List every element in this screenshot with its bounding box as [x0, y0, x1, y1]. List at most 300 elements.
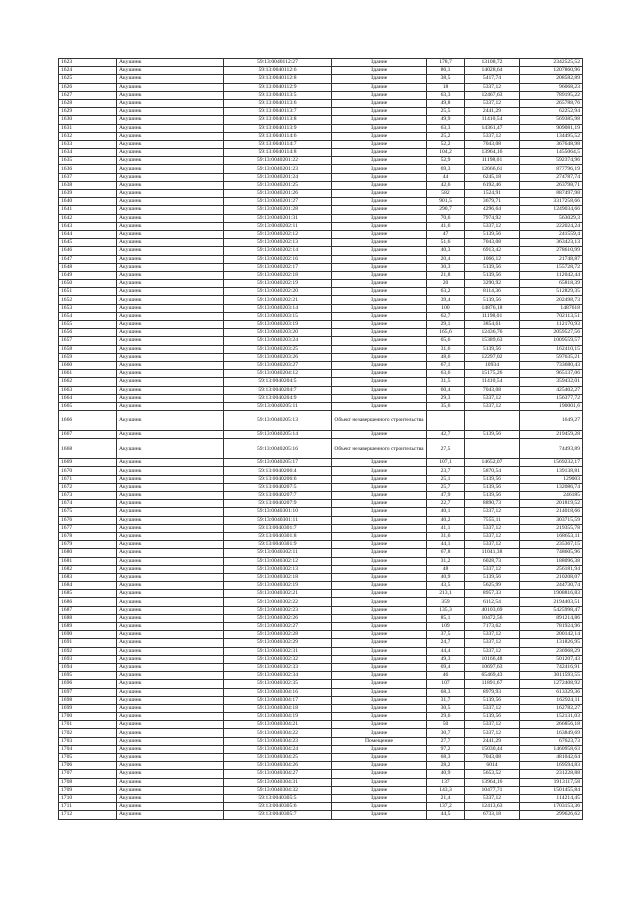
object-type-cell: Здание — [332, 467, 427, 475]
locality-cell: Акушинк — [117, 541, 224, 549]
cadastral-value-per-unit-cell: 5625,99 — [465, 582, 520, 590]
row-number-cell: 1708 — [59, 778, 117, 786]
row-number-cell: 1682 — [59, 565, 117, 573]
locality-cell: Акушинк — [117, 565, 224, 573]
cadastral-number-cell: 59:13:0040302:35 — [224, 680, 332, 688]
cadastral-value-cell: 1703153,36 — [520, 803, 583, 811]
locality-cell: Акушинк — [117, 549, 224, 557]
cadastral-number-cell: 59:13:0040305:7 — [224, 811, 332, 819]
row-number-cell: 1690 — [59, 631, 117, 639]
area-cell: 44,1 — [427, 541, 465, 549]
table-row — [59, 312, 583, 320]
cadastral-number-cell: 59:13:0040114:8 — [224, 149, 332, 157]
table-row — [59, 549, 583, 557]
object-type-cell: Здание — [332, 370, 427, 378]
locality-cell: Акушинк — [117, 321, 224, 329]
table-row — [59, 680, 583, 688]
cadastral-value-per-unit-cell: 11198,01 — [465, 312, 520, 320]
cadastral-value-cell: 155728,72 — [520, 263, 583, 271]
cadastral-value-per-unit-cell: 3854,61 — [465, 321, 520, 329]
cadastral-value-per-unit-cell: 5337,12 — [465, 704, 520, 712]
cadastral-value-per-unit-cell: 11198,01 — [465, 157, 520, 165]
cadastral-number-cell: 59:13:0040305:5 — [224, 794, 332, 802]
table-row — [59, 467, 583, 475]
cadastral-value-per-unit-cell: 11410,54 — [465, 378, 520, 386]
table-row — [59, 140, 583, 148]
locality-cell: Акушинк — [117, 378, 224, 386]
table-row — [59, 239, 583, 247]
cadastral-value-cell: 501207,43 — [520, 655, 583, 663]
table-row — [59, 770, 583, 778]
table-row — [59, 811, 583, 819]
object-type-cell: Здание — [332, 304, 427, 312]
cadastral-value-cell: 219355,78 — [520, 524, 583, 532]
cadastral-value-per-unit-cell: 13108,72 — [465, 59, 520, 67]
object-type-cell: Здание — [332, 524, 427, 532]
cadastral-number-cell: 59:13:0040304:24 — [224, 745, 332, 753]
object-type-cell: Здание — [332, 402, 427, 410]
cadastral-number-cell: 59:13:0040304:19 — [224, 713, 332, 721]
object-type-cell: Здание — [332, 655, 427, 663]
cadastral-value-cell: 2059527,56 — [520, 329, 583, 337]
object-type-cell: Здание — [332, 803, 427, 811]
cadastral-value-cell: 236968,29 — [520, 647, 583, 655]
cadastral-number-cell: 59:13:0040302:32 — [224, 655, 332, 663]
cadastral-value-per-unit-cell: 5337,12 — [465, 222, 520, 230]
area-cell: 104,2 — [427, 149, 465, 157]
object-type-cell: Здание — [332, 83, 427, 91]
cadastral-value-per-unit-cell: 5337,12 — [465, 83, 520, 91]
locality-cell: Акушинк — [117, 778, 224, 786]
row-number-cell: 1652 — [59, 296, 117, 304]
area-cell: 109 — [427, 623, 465, 631]
cadastral-number-cell: 59:13:0040113:8 — [224, 116, 332, 124]
cadastral-value-cell: 3011593,55 — [520, 672, 583, 680]
area-cell: 143,3 — [427, 786, 465, 794]
locality-cell: Акушинк — [117, 99, 224, 107]
cadastral-value-per-unit-cell: 12666,61 — [465, 165, 520, 173]
cadastral-value-per-unit-cell: 12467,63 — [465, 91, 520, 99]
cadastral-value-cell: 152131,03 — [520, 713, 583, 721]
area-cell: 25,2 — [427, 132, 465, 140]
cadastral-value-per-unit-cell: 5337,12 — [465, 508, 520, 516]
cadastral-value-cell: 244730,74 — [520, 582, 583, 590]
object-type-cell: Здание — [332, 222, 427, 230]
area-cell: 86,1 — [427, 67, 465, 75]
cadastral-value-cell: 781924,96 — [520, 623, 583, 631]
table-row — [59, 786, 583, 794]
cadastral-value-cell: 1460958,63 — [520, 745, 583, 753]
area-cell: 41,1 — [427, 524, 465, 532]
area-cell: 30,5 — [427, 704, 465, 712]
area-cell: 49,9 — [427, 116, 465, 124]
cadastral-value-cell: 742416,91 — [520, 663, 583, 671]
cadastral-value-cell: 887497,98 — [520, 190, 583, 198]
row-number-cell: 1670 — [59, 467, 117, 475]
area-cell: 62,7 — [427, 312, 465, 320]
row-number-cell: 1623 — [59, 59, 117, 67]
table-row — [59, 386, 583, 394]
table-row — [59, 606, 583, 614]
area-cell: 20 — [427, 280, 465, 288]
locality-cell: Акушинк — [117, 140, 224, 148]
row-number-cell: 1644 — [59, 230, 117, 238]
area-cell: 23,7 — [427, 467, 465, 475]
area-cell: 69,3 — [427, 165, 465, 173]
cadastral-number-cell: 59:13:0040203:20 — [224, 329, 332, 337]
area-cell: 137 — [427, 778, 465, 786]
cadastral-value-cell: 481042,64 — [520, 754, 583, 762]
table-row — [59, 565, 583, 573]
cadastral-number-cell: 59:13:0040301:8 — [224, 532, 332, 540]
locality-cell: Акушинк — [117, 386, 224, 394]
locality-cell: Акушинк — [117, 492, 224, 500]
area-cell: 67,1 — [427, 361, 465, 369]
locality-cell: Акушинк — [117, 631, 224, 639]
cadastral-number-cell: 59:13:0040112:6 — [224, 67, 332, 75]
object-type-cell: Здание — [332, 361, 427, 369]
object-type-cell: Здание — [332, 794, 427, 802]
locality-cell: Акушинк — [117, 190, 224, 198]
object-type-cell: Здание — [332, 337, 427, 345]
cadastral-value-per-unit-cell: 3290,92 — [465, 280, 520, 288]
cadastral-value-cell: 188096,38 — [520, 557, 583, 565]
area-cell: 97,2 — [427, 745, 465, 753]
cadastral-value-cell: 112042,44 — [520, 271, 583, 279]
cadastral-value-per-unit-cell: 40103,69 — [465, 606, 520, 614]
area-cell: 31,6 — [427, 532, 465, 540]
locality-cell: Акушинк — [117, 663, 224, 671]
locality-cell: Акушинк — [117, 459, 224, 467]
row-number-cell: 1681 — [59, 557, 117, 565]
row-number-cell: 1691 — [59, 639, 117, 647]
table-row — [59, 116, 583, 124]
cadastral-number-cell: 59:13:0040207:7 — [224, 492, 332, 500]
object-type-cell: Здание — [332, 696, 427, 704]
table-row — [59, 475, 583, 483]
cadastral-value-per-unit-cell: 5870,54 — [465, 467, 520, 475]
area-cell: 65,6 — [427, 337, 465, 345]
cadastral-value-per-unit-cell: 13964,16 — [465, 149, 520, 157]
area-cell: 29,3 — [427, 394, 465, 402]
table-row — [59, 713, 583, 721]
cadastral-number-cell: 59:13:0040304:16 — [224, 688, 332, 696]
document-page — [58, 58, 582, 820]
cadastral-value-cell: 112170,93 — [520, 321, 583, 329]
row-number-cell: 1630 — [59, 116, 117, 124]
cadastral-number-cell: 59:13:0040302:28 — [224, 631, 332, 639]
area-cell: 40,2 — [427, 516, 465, 524]
cadastral-value-per-unit-cell: 3679,71 — [465, 198, 520, 206]
table-body — [59, 59, 583, 820]
area-cell: 51,6 — [427, 239, 465, 247]
table-row — [59, 149, 583, 157]
cadastral-value-per-unit-cell: 8890,73 — [465, 500, 520, 508]
cadastral-value-cell: 702113,51 — [520, 312, 583, 320]
cadastral-number-cell: 59:13:0040207:5 — [224, 483, 332, 491]
area-cell: 60,4 — [427, 386, 465, 394]
cadastral-value-cell: 246185 — [520, 492, 583, 500]
row-number-cell: 1705 — [59, 754, 117, 762]
locality-cell: Акушинк — [117, 239, 224, 247]
cadastral-number-cell: 59:13:0040202:18 — [224, 271, 332, 279]
object-type-cell: Здание — [332, 565, 427, 573]
table-row — [59, 541, 583, 549]
object-type-cell: Здание — [332, 271, 427, 279]
object-type-cell: Здание — [332, 475, 427, 483]
area-cell: 31,5 — [427, 378, 465, 386]
cadastral-value-cell: 67623,73 — [520, 737, 583, 745]
object-type-cell: Здание — [332, 639, 427, 647]
locality-cell: Акушинк — [117, 402, 224, 410]
cadastral-value-per-unit-cell: 10472,56 — [465, 614, 520, 622]
cadastral-value-cell: 263798,71 — [520, 181, 583, 189]
cadastral-value-cell: 169594,83 — [520, 762, 583, 770]
object-type-cell: Здание — [332, 124, 427, 132]
cadastral-number-cell: 59:13:0040205:16 — [224, 439, 332, 459]
row-number-cell: 1648 — [59, 263, 117, 271]
cadastral-value-cell: 241559,4 — [520, 230, 583, 238]
object-type-cell: Здание — [332, 811, 427, 819]
area-cell: 27,7 — [427, 737, 465, 745]
object-type-cell: Здание — [332, 67, 427, 75]
area-cell: 359 — [427, 598, 465, 606]
cadastral-value-cell: 163849,69 — [520, 729, 583, 737]
cadastral-value-per-unit-cell: 6913,42 — [465, 247, 520, 255]
row-number-cell: 1701 — [59, 721, 117, 729]
table-row — [59, 557, 583, 565]
area-cell: 40,3 — [427, 247, 465, 255]
area-cell: 63,2 — [427, 288, 465, 296]
locality-cell: Акушинк — [117, 647, 224, 655]
locality-cell: Акушинк — [117, 590, 224, 598]
cadastral-number-cell: 59:13:0040204:12 — [224, 370, 332, 378]
area-cell: 27,5 — [427, 439, 465, 459]
area-cell: 68,3 — [427, 688, 465, 696]
cadastral-value-cell: 200142,14 — [520, 631, 583, 639]
row-number-cell: 1712 — [59, 811, 117, 819]
table-row — [59, 361, 583, 369]
area-cell: 48 — [427, 565, 465, 573]
cadastral-number-cell: 59:13:0040201:27 — [224, 198, 332, 206]
locality-cell: Акушинк — [117, 345, 224, 353]
table-row — [59, 190, 583, 198]
table-row — [59, 321, 583, 329]
object-type-cell: Здание — [332, 663, 427, 671]
object-type-cell: Здание — [332, 99, 427, 107]
cadastral-value-cell: 1249034,66 — [520, 206, 583, 214]
row-number-cell: 1678 — [59, 532, 117, 540]
row-number-cell: 1710 — [59, 794, 117, 802]
object-type-cell: Здание — [332, 214, 427, 222]
locality-cell: Акушинк — [117, 271, 224, 279]
area-cell: 30,3 — [427, 263, 465, 271]
table-row — [59, 181, 583, 189]
table-row — [59, 704, 583, 712]
row-number-cell: 1676 — [59, 516, 117, 524]
cadastral-number-cell: 59:13:0040203:24 — [224, 337, 332, 345]
row-number-cell: 1661 — [59, 370, 117, 378]
row-number-cell: 1634 — [59, 149, 117, 157]
locality-cell: Акушинк — [117, 288, 224, 296]
row-number-cell: 1635 — [59, 157, 117, 165]
cadastral-value-per-unit-cell: 5337,12 — [465, 631, 520, 639]
table-row — [59, 370, 583, 378]
area-cell: 178,7 — [427, 59, 465, 67]
cadastral-value-per-unit-cell: 5337,12 — [465, 99, 520, 107]
cadastral-number-cell: 59:13:0040201:26 — [224, 190, 332, 198]
cadastral-value-per-unit-cell: 15030,44 — [465, 745, 520, 753]
table-row — [59, 157, 583, 165]
table-row — [59, 67, 583, 75]
cadastral-value-cell: 748605,96 — [520, 549, 583, 557]
cadastral-number-cell: 59:13:0040113:9 — [224, 124, 332, 132]
locality-cell: Акушинк — [117, 803, 224, 811]
cadastral-value-cell: 512829,35 — [520, 288, 583, 296]
object-type-cell: Здание — [332, 541, 427, 549]
cadastral-number-cell: 59:13:0040202:21 — [224, 296, 332, 304]
object-type-cell: Здание — [332, 431, 427, 439]
table-row — [59, 631, 583, 639]
locality-cell: Акушинк — [117, 688, 224, 696]
cadastral-value-per-unit-cell: 7173,62 — [465, 623, 520, 631]
locality-cell: Акушинк — [117, 108, 224, 116]
locality-cell: Акушинк — [117, 713, 224, 721]
cadastral-value-per-unit-cell: 7043,08 — [465, 140, 520, 148]
cadastral-value-cell: 74493,89 — [520, 439, 583, 459]
cadastral-value-per-unit-cell: 12413,63 — [465, 803, 520, 811]
table-row — [59, 508, 583, 516]
row-number-cell: 1638 — [59, 181, 117, 189]
area-cell: 107 — [427, 680, 465, 688]
cadastral-value-per-unit-cell: 10166,48 — [465, 655, 520, 663]
cadastral-value-cell: 733680,43 — [520, 361, 583, 369]
object-type-cell: Объект незавершенного строительства — [332, 411, 427, 431]
table-row — [59, 524, 583, 532]
cadastral-value-per-unit-cell: 5337,12 — [465, 729, 520, 737]
area-cell: 47 — [427, 230, 465, 238]
object-type-cell: Здание — [332, 459, 427, 467]
cadastral-value-cell: 278610,99 — [520, 247, 583, 255]
table-row — [59, 532, 583, 540]
area-cell: 47,9 — [427, 492, 465, 500]
object-type-cell: Здание — [332, 762, 427, 770]
cadastral-value-cell: 1913117,58 — [520, 778, 583, 786]
cadastral-number-cell: 59:13:0040112:9 — [224, 83, 332, 91]
cadastral-number-cell: 59:13:0040202:12 — [224, 230, 332, 238]
cadastral-value-per-unit-cell: 5139,56 — [465, 573, 520, 581]
object-type-cell: Здание — [332, 190, 427, 198]
table-row — [59, 206, 583, 214]
area-cell: 582 — [427, 190, 465, 198]
row-number-cell: 1704 — [59, 745, 117, 753]
cadastral-value-per-unit-cell: 5139,56 — [465, 230, 520, 238]
locality-cell: Акушинк — [117, 149, 224, 157]
object-type-cell: Здание — [332, 59, 427, 67]
cadastral-value-cell: 162782,27 — [520, 704, 583, 712]
cadastral-value-cell: 909081,19 — [520, 124, 583, 132]
cadastral-number-cell: 59:13:0040302:23 — [224, 606, 332, 614]
cadastral-value-per-unit-cell: 11041,38 — [465, 549, 520, 557]
area-cell: 35,6 — [427, 402, 465, 410]
cadastral-value-cell: 214018,66 — [520, 508, 583, 516]
cadastral-number-cell: 59:13:0040302:19 — [224, 582, 332, 590]
object-type-cell: Здание — [332, 75, 427, 83]
area-cell: 31,7 — [427, 696, 465, 704]
cadastral-value-per-unit-cell: 5337,12 — [465, 524, 520, 532]
cadastral-number-cell: 59:13:0040206:4 — [224, 467, 332, 475]
area-cell: 69,4 — [427, 663, 465, 671]
area-cell: 50 — [427, 721, 465, 729]
cadastral-number-cell: 59:13:0040201:24 — [224, 173, 332, 181]
cadastral-value-cell: 162924,11 — [520, 696, 583, 704]
cadastral-number-cell: 59:13:0040114:6 — [224, 132, 332, 140]
cadastral-value-per-unit-cell: 15175,26 — [465, 370, 520, 378]
cadastral-value-per-unit-cell: 5139,56 — [465, 431, 520, 439]
table-row — [59, 75, 583, 83]
row-number-cell: 1669 — [59, 459, 117, 467]
cadastral-value-cell: 132086,74 — [520, 483, 583, 491]
cadastral-number-cell: 59:13:0040304:25 — [224, 754, 332, 762]
row-number-cell: 1636 — [59, 165, 117, 173]
cadastral-value-cell: 5425998,47 — [520, 606, 583, 614]
locality-cell: Акушинк — [117, 370, 224, 378]
cadastral-value-per-unit-cell: 5139,56 — [465, 475, 520, 483]
cadastral-number-cell: 59:13:0040112:8 — [224, 75, 332, 83]
cadastral-number-cell: 59:13:0040114:7 — [224, 140, 332, 148]
locality-cell: Акушинк — [117, 280, 224, 288]
table-row — [59, 91, 583, 99]
cadastral-value-cell: 363423,13 — [520, 239, 583, 247]
cadastral-number-cell: 59:13:0040302:27 — [224, 623, 332, 631]
object-type-cell: Здание — [332, 770, 427, 778]
table-row — [59, 639, 583, 647]
row-number-cell: 1660 — [59, 361, 117, 369]
table-row — [59, 132, 583, 140]
area-cell: 21,8 — [427, 271, 465, 279]
cadastral-value-per-unit-cell: 15389,63 — [465, 337, 520, 345]
cadastral-value-per-unit-cell: 5139,56 — [465, 345, 520, 353]
locality-cell: Акушинк — [117, 532, 224, 540]
cadastral-value-cell: 266856,18 — [520, 721, 583, 729]
cadastral-value-per-unit-cell: 14028,64 — [465, 67, 520, 75]
table-row — [59, 329, 583, 337]
object-type-cell: Здание — [332, 108, 427, 116]
object-type-cell: Здание — [332, 721, 427, 729]
area-cell: 25,7 — [427, 483, 465, 491]
cadastral-value-cell: 1649,27 — [520, 411, 583, 431]
locality-cell: Акушинк — [117, 614, 224, 622]
cadastral-value-per-unit-cell: 6733,18 — [465, 811, 520, 819]
area-cell: 85,1 — [427, 614, 465, 622]
object-type-cell: Здание — [332, 672, 427, 680]
cadastral-value-cell: 789195,22 — [520, 91, 583, 99]
cadastral-number-cell: 59:13:0040201:23 — [224, 165, 332, 173]
table-row — [59, 500, 583, 508]
object-type-cell: Здание — [332, 606, 427, 614]
cadastral-value-per-unit-cell: 10477,71 — [465, 786, 520, 794]
locality-cell: Акушинк — [117, 598, 224, 606]
area-cell: 43,5 — [427, 582, 465, 590]
object-type-cell: Здание — [332, 516, 427, 524]
cadastral-number-cell: 59:13:0040304:23 — [224, 737, 332, 745]
row-number-cell: 1692 — [59, 647, 117, 655]
cadastral-value-per-unit-cell: 1524,91 — [465, 190, 520, 198]
locality-cell: Акушинк — [117, 483, 224, 491]
locality-cell: Акушинк — [117, 304, 224, 312]
area-cell: 63,6 — [427, 370, 465, 378]
locality-cell: Акушинк — [117, 729, 224, 737]
